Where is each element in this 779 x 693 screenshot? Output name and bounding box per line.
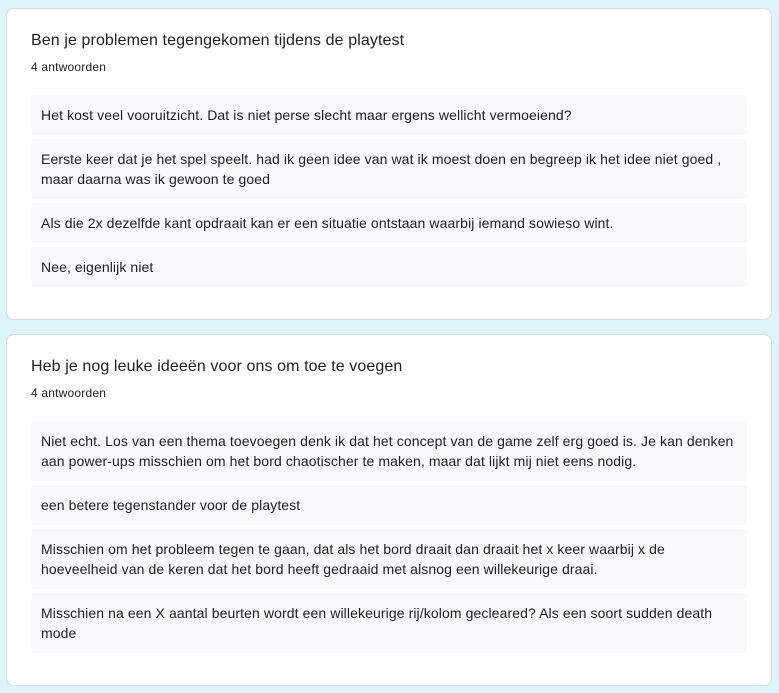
response-item: Misschien na een X aantal beurten wordt een willekeurige rij/kolom gecleared? Als een soort sudden death mode xyxy=(31,593,747,653)
response-item: Als die 2x dezelfde kant opdraait kan er een situatie ontstaan waarbij iemand sowieso wint. xyxy=(31,203,747,243)
response-item: Misschien om het probleem tegen te gaan, dat als het bord draait dan draait het x keer waarbij x de hoeveelheid van de keren dat het bord heeft gedraaid met alsnog een willekeurige draai. xyxy=(31,529,747,589)
response-count: 4 antwoorden xyxy=(31,386,107,400)
response-item: een betere tegenstander voor de playtest xyxy=(31,485,747,525)
response-item: Het kost veel vooruitzicht. Dat is niet perse slecht maar ergens wellicht vermoeiend? xyxy=(31,95,747,135)
question-title: Heb je nog leuke ideeën voor ons om toe te voegen xyxy=(31,358,403,375)
response-count: 4 antwoorden xyxy=(31,60,107,74)
response-item: Niet echt. Los van een thema toevoegen denk ik dat het concept van de game zelf erg goed is. Je kan denken aan power-ups misschien om het bord chaotischer te maken, maar dat lijkt mij niet eens nodig. xyxy=(31,421,747,481)
question-title: Ben je problemen tegengekomen tijdens de playtest xyxy=(31,32,405,49)
response-item: Eerste keer dat je het spel speelt. had ik geen idee van wat ik moest doen en begreep ik het idee niet goed , maar daarna was ik gewoon te goed xyxy=(31,139,747,199)
response-list xyxy=(31,95,747,287)
response-item: Nee, eigenlijk niet xyxy=(31,247,747,287)
question-card-problems xyxy=(6,8,772,320)
response-list xyxy=(31,421,747,653)
question-card-ideas xyxy=(6,334,772,686)
